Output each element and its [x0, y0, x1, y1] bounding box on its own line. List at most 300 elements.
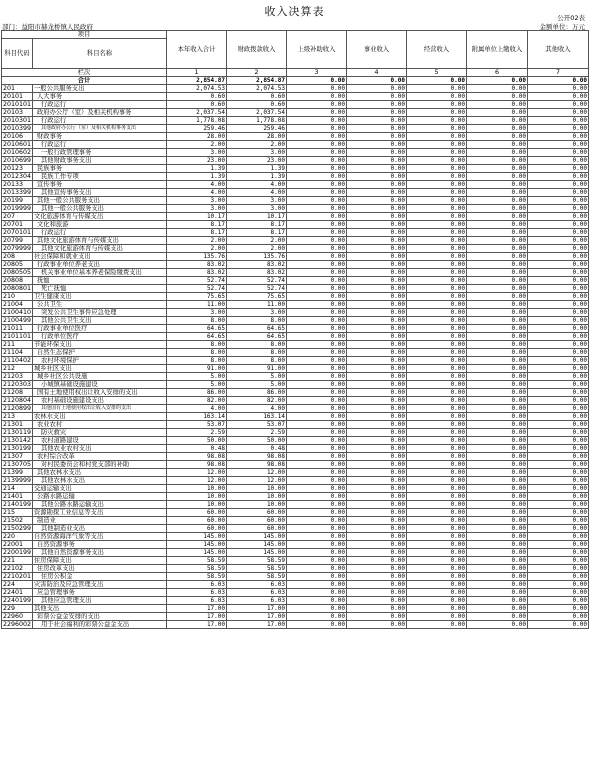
account-name: 行政运行: [33, 229, 167, 237]
business-income-value: 0.00: [347, 181, 407, 189]
account-code: 20808: [2, 277, 33, 285]
account-name: 住房改革支出: [33, 565, 167, 573]
fiscal-appropriation-value: 28.00: [227, 133, 287, 141]
other-income-value: 0.00: [528, 549, 589, 557]
other-income-value: 0.00: [528, 117, 589, 125]
col-header: 附属单位上缴收入: [467, 31, 528, 69]
total-income-value: 10.00: [167, 485, 227, 493]
table-row: [2, 293, 589, 301]
operating-income-value: 0.00: [407, 413, 467, 421]
superior-subsidy-value: 0.00: [287, 333, 347, 341]
account-name: 其他公共卫生支出: [33, 317, 167, 325]
account-name: 其他制造业支出: [33, 525, 167, 533]
operating-income-value: 0.00: [407, 381, 467, 389]
account-code: 2012304: [3, 173, 32, 180]
operating-income-value: 0.00: [407, 125, 467, 133]
business-income-value: 0.00: [347, 477, 407, 485]
fiscal-appropriation-value: 58.59: [227, 565, 287, 573]
total-income-value: 17.00: [167, 613, 227, 621]
operating-income-value: 0.00: [407, 301, 467, 309]
business-income-value: 0.00: [347, 605, 407, 613]
superior-subsidy-value: 0.00: [287, 133, 347, 141]
account-name: 死亡抚恤: [33, 285, 167, 293]
name-header: 科目名称: [33, 39, 167, 69]
fiscal-appropriation-value: 4.00: [227, 181, 287, 189]
superior-subsidy-value: 0.00: [287, 621, 347, 629]
affiliated-unit-income-value: 0.00: [467, 581, 528, 589]
other-income-value: 0.00: [528, 437, 589, 445]
account-code: 215: [2, 509, 33, 517]
fiscal-appropriation-value: 0.48: [227, 445, 287, 453]
other-income-value: 0.00: [528, 341, 589, 349]
operating-income-value: 0.00: [407, 461, 467, 469]
account-name: 农林水支出: [33, 413, 167, 421]
fiscal-appropriation-value: 60.00: [227, 525, 287, 533]
account-name: 其他农林水支出: [33, 477, 167, 485]
operating-income-value: 0.00: [407, 181, 467, 189]
other-income-value: 0.00: [528, 357, 589, 365]
superior-subsidy-value: 0.00: [287, 229, 347, 237]
fiscal-appropriation-value: 12.00: [227, 469, 287, 477]
fiscal-appropriation-value: 8.17: [227, 221, 287, 229]
operating-income-value: 0.00: [407, 509, 467, 517]
table-row: [2, 317, 589, 325]
affiliated-unit-income-value: 0.00: [467, 205, 528, 213]
account-name: 农村环境保护: [33, 357, 167, 365]
total-income-value: 10.00: [167, 501, 227, 509]
operating-income-value: 0.00: [407, 421, 467, 429]
total-income-value: 2.00: [167, 237, 227, 245]
other-income-value: 0.00: [528, 525, 589, 533]
other-income-value: 0.00: [528, 445, 589, 453]
superior-subsidy-value: 0.00: [287, 509, 347, 517]
account-code: 2120303: [3, 381, 32, 388]
operating-income-value: 0.00: [407, 469, 467, 477]
operating-income-value: 0.00: [407, 237, 467, 245]
table-row: [2, 253, 589, 261]
account-name: 民族工作专项: [33, 173, 167, 181]
superior-subsidy-value: 0.00: [287, 325, 347, 333]
affiliated-unit-income-value: 0.00: [467, 605, 528, 613]
account-name: 其他财政事务支出: [33, 157, 167, 165]
total-income-value: 28.00: [167, 133, 227, 141]
other-income-value: 0.00: [528, 541, 589, 549]
index-num: 5: [407, 69, 467, 77]
other-income-value: 0.00: [528, 181, 589, 189]
other-income-value: 0.00: [528, 493, 589, 501]
table-row: [2, 157, 589, 165]
fiscal-appropriation-value: 60.00: [227, 509, 287, 517]
total-income-value: 75.65: [167, 293, 227, 301]
superior-subsidy-value: 0.00: [287, 253, 347, 261]
fiscal-appropriation-value: 8.00: [227, 349, 287, 357]
superior-subsidy-value: 0.00: [287, 557, 347, 565]
total-label: 合计: [2, 77, 167, 85]
superior-subsidy-value: 0.00: [287, 565, 347, 573]
col-header: 经营收入: [407, 31, 467, 69]
fiscal-appropriation-value: 91.00: [227, 365, 287, 373]
superior-subsidy-value: 0.00: [287, 533, 347, 541]
total-income-value: 82.00: [167, 397, 227, 405]
superior-subsidy-value: 0.00: [287, 421, 347, 429]
business-income-value: 0.00: [347, 269, 407, 277]
account-code: 2120804: [3, 397, 32, 404]
affiliated-unit-income-value: 0.00: [467, 293, 528, 301]
account-name: 制造业: [33, 517, 167, 525]
superior-subsidy-value: 0.00: [287, 549, 347, 557]
operating-income-value: 0.00: [407, 101, 467, 109]
account-name: 其他农业农村支出: [33, 445, 167, 453]
affiliated-unit-income-value: 0.00: [467, 213, 528, 221]
table-row: [2, 621, 589, 629]
other-income-value: 0.00: [528, 533, 589, 541]
fiscal-appropriation-value: 2.00: [227, 237, 287, 245]
table-row: [2, 421, 589, 429]
affiliated-unit-income-value: 0.00: [467, 517, 528, 525]
table-row: [2, 309, 589, 317]
operating-income-value: 0.00: [407, 341, 467, 349]
table-row: [2, 445, 589, 453]
fiscal-appropriation-value: 82.00: [227, 397, 287, 405]
account-name: 用于社会福利的彩票公益金支出: [33, 621, 167, 629]
superior-subsidy-value: 0.00: [287, 437, 347, 445]
fiscal-appropriation-value: 83.02: [227, 269, 287, 277]
income-table: [1, 30, 589, 629]
fiscal-appropriation-value: 145.00: [227, 533, 287, 541]
total-income-value: 64.65: [167, 325, 227, 333]
fiscal-appropriation-value: 0.60: [227, 101, 287, 109]
operating-income-value: 0.00: [407, 197, 467, 205]
other-income-value: 0.00: [528, 581, 589, 589]
account-name: 机关事业单位基本养老保险缴费支出: [33, 269, 167, 277]
account-code: 2296002: [3, 621, 32, 628]
business-income-value: 0.00: [347, 101, 407, 109]
superior-subsidy-value: 0.00: [287, 469, 347, 477]
account-code: 2100499: [3, 317, 32, 324]
account-code: 20701: [2, 221, 33, 229]
superior-subsidy-value: 0.00: [287, 117, 347, 125]
business-income-value: 0.00: [347, 205, 407, 213]
table-row: [2, 325, 589, 333]
fiscal-appropriation-value: 10.17: [227, 213, 287, 221]
operating-income-value: 0.00: [407, 389, 467, 397]
account-code: 2130705: [3, 461, 32, 468]
table-row: [2, 501, 589, 509]
table-row: [2, 365, 589, 373]
operating-income-value: 0.00: [407, 605, 467, 613]
account-name: 其他一般公共服务支出: [33, 205, 167, 213]
account-name: 其他自然资源事务支出: [33, 549, 167, 557]
table-row: [2, 389, 589, 397]
superior-subsidy-value: 0.00: [287, 365, 347, 373]
superior-subsidy-value: 0.00: [287, 205, 347, 213]
business-income-value: 0.00: [347, 221, 407, 229]
affiliated-unit-income-value: 0.00: [467, 469, 528, 477]
table-row: [2, 469, 589, 477]
total-income-value: 17.00: [167, 621, 227, 629]
affiliated-unit-income-value: 0.00: [467, 253, 528, 261]
account-name: 文化和旅游: [33, 221, 167, 229]
other-income-value: 0.00: [528, 397, 589, 405]
operating-income-value: 0.00: [407, 165, 467, 173]
table-row: [2, 117, 589, 125]
account-code: 2139999: [3, 477, 32, 484]
account-code: 21401: [2, 493, 33, 501]
account-name: 其他支出: [33, 605, 167, 613]
table-row: [2, 589, 589, 597]
affiliated-unit-income-value: 0.00: [467, 85, 528, 93]
superior-subsidy-value: 0.00: [287, 261, 347, 269]
total-income-value: 8.17: [167, 221, 227, 229]
fiscal-appropriation-value: 0.60: [227, 93, 287, 101]
business-income-value: 0.00: [347, 253, 407, 261]
fiscal-appropriation-value: 5.00: [227, 373, 287, 381]
superior-subsidy-value: 0.00: [287, 413, 347, 421]
operating-income-value: 0.00: [407, 621, 467, 629]
account-code: 20799: [2, 237, 33, 245]
total-income-value: 0.60: [167, 101, 227, 109]
index-num: 3: [287, 69, 347, 77]
table-row: [2, 605, 589, 613]
account-name: 其他一般公共服务支出: [33, 197, 167, 205]
table-row: [2, 525, 589, 533]
account-name: 对村民委员会和村党支部的补助: [33, 461, 167, 469]
superior-subsidy-value: 0.00: [287, 445, 347, 453]
fiscal-appropriation-value: 12.00: [227, 477, 287, 485]
account-code: 214: [2, 485, 33, 493]
fiscal-appropriation-value: 17.00: [227, 605, 287, 613]
affiliated-unit-income-value: 0.00: [467, 565, 528, 573]
total-income-value: 3.00: [167, 149, 227, 157]
business-income-value: 0.00: [347, 293, 407, 301]
total-income-value: 60.00: [167, 517, 227, 525]
account-code: 21502: [2, 517, 33, 525]
fiscal-appropriation-value: 3.00: [227, 149, 287, 157]
affiliated-unit-income-value: 0.00: [467, 429, 528, 437]
affiliated-unit-income-value: 0.00: [467, 485, 528, 493]
total-income-value: 8.00: [167, 341, 227, 349]
affiliated-unit-income-value: 0.00: [467, 269, 528, 277]
superior-subsidy-value: 0.00: [287, 477, 347, 485]
operating-income-value: 0.00: [407, 573, 467, 581]
account-code: 20103: [2, 109, 33, 117]
table-row: [2, 133, 589, 141]
total-income-value: 64.65: [167, 333, 227, 341]
total-income-value: 10.17: [167, 213, 227, 221]
fiscal-appropriation-value: 163.14: [227, 413, 287, 421]
operating-income-value: 0.00: [407, 117, 467, 125]
account-code: 2010602: [3, 149, 32, 156]
table-row: [2, 221, 589, 229]
total-income-value: 2.00: [167, 245, 227, 253]
superior-subsidy-value: 0.00: [287, 525, 347, 533]
fiscal-appropriation-value: 60.00: [227, 517, 287, 525]
account-name: 农村基础设施建设支出: [33, 397, 167, 405]
operating-income-value: 0.00: [407, 397, 467, 405]
fiscal-appropriation-value: 52.74: [227, 277, 287, 285]
index-label: 栏次: [2, 69, 167, 77]
other-income-value: 0.00: [528, 317, 589, 325]
total-income-value: 12.00: [167, 477, 227, 485]
operating-income-value: 0.00: [407, 317, 467, 325]
account-code: 20199: [2, 197, 33, 205]
business-income-value: 0.00: [347, 557, 407, 565]
business-income-value: 0.00: [347, 173, 407, 181]
other-income-value: 0.00: [528, 149, 589, 157]
operating-income-value: 0.00: [407, 245, 467, 253]
table-row: [2, 429, 589, 437]
superior-subsidy-value: 0.00: [287, 309, 347, 317]
superior-subsidy-value: 0.00: [287, 501, 347, 509]
business-income-value: 0.00: [347, 573, 407, 581]
account-name: 自然资源海洋气象等支出: [33, 533, 167, 541]
operating-income-value: 0.00: [407, 325, 467, 333]
business-income-value: 0.00: [347, 533, 407, 541]
superior-subsidy-value: 0.00: [287, 381, 347, 389]
affiliated-unit-income-value: 0.00: [467, 133, 528, 141]
account-name: 其他政府办公厅（室）及相关机构事务支出: [33, 125, 167, 133]
account-name: 国有土地使用权出让收入安排的支出: [33, 389, 167, 397]
account-code: 2010301: [3, 117, 32, 124]
superior-subsidy-value: 0.00: [287, 485, 347, 493]
other-income-value: 0.00: [528, 381, 589, 389]
total-value: 2,854.87: [167, 77, 227, 85]
other-income-value: 0.00: [528, 421, 589, 429]
total-income-value: 8.00: [167, 317, 227, 325]
account-name: 其他应急管理支出: [33, 597, 167, 605]
account-code: 21208: [2, 389, 33, 397]
total-income-value: 58.59: [167, 573, 227, 581]
account-code: 2010601: [3, 141, 32, 148]
fiscal-appropriation-value: 1.39: [227, 173, 287, 181]
operating-income-value: 0.00: [407, 541, 467, 549]
affiliated-unit-income-value: 0.00: [467, 261, 528, 269]
fiscal-appropriation-value: 2.59: [227, 429, 287, 437]
business-income-value: 0.00: [347, 437, 407, 445]
total-income-value: 145.00: [167, 541, 227, 549]
account-code: 208: [2, 253, 33, 261]
account-name: 行政事业单位养老支出: [33, 261, 167, 269]
account-code: 210: [2, 293, 33, 301]
affiliated-unit-income-value: 0.00: [467, 173, 528, 181]
superior-subsidy-value: 0.00: [287, 581, 347, 589]
affiliated-unit-income-value: 0.00: [467, 525, 528, 533]
table-row: [2, 181, 589, 189]
table-row: [2, 189, 589, 197]
table-row: [2, 541, 589, 549]
total-income-value: 4.00: [167, 189, 227, 197]
fiscal-appropriation-value: 64.65: [227, 325, 287, 333]
account-name: 文化旅游体育与传媒支出: [33, 213, 167, 221]
table-row: [2, 381, 589, 389]
business-income-value: 0.00: [347, 301, 407, 309]
other-income-value: 0.00: [528, 205, 589, 213]
total-income-value: 6.03: [167, 597, 227, 605]
business-income-value: 0.00: [347, 85, 407, 93]
index-num: 2: [227, 69, 287, 77]
other-income-value: 0.00: [528, 405, 589, 413]
account-code: 2130119: [3, 429, 32, 436]
table-row: [2, 85, 589, 93]
affiliated-unit-income-value: 0.00: [467, 117, 528, 125]
table-row: [2, 333, 589, 341]
superior-subsidy-value: 0.00: [287, 605, 347, 613]
affiliated-unit-income-value: 0.00: [467, 589, 528, 597]
other-income-value: 0.00: [528, 253, 589, 261]
operating-income-value: 0.00: [407, 405, 467, 413]
other-income-value: 0.00: [528, 165, 589, 173]
table-row: [2, 461, 589, 469]
total-income-value: 86.00: [167, 389, 227, 397]
account-code: 2100410: [3, 309, 32, 316]
affiliated-unit-income-value: 0.00: [467, 325, 528, 333]
account-name: 交通运输支出: [33, 485, 167, 493]
fiscal-appropriation-value: 11.00: [227, 301, 287, 309]
account-code: 2130142: [3, 437, 32, 444]
operating-income-value: 0.00: [407, 213, 467, 221]
other-income-value: 0.00: [528, 453, 589, 461]
operating-income-value: 0.00: [407, 157, 467, 165]
affiliated-unit-income-value: 0.00: [467, 285, 528, 293]
index-num: 7: [528, 69, 589, 77]
business-income-value: 0.00: [347, 541, 407, 549]
superior-subsidy-value: 0.00: [287, 101, 347, 109]
business-income-value: 0.00: [347, 549, 407, 557]
table-row: [2, 229, 589, 237]
business-income-value: 0.00: [347, 525, 407, 533]
affiliated-unit-income-value: 0.00: [467, 461, 528, 469]
affiliated-unit-income-value: 0.00: [467, 277, 528, 285]
fiscal-appropriation-value: 259.46: [227, 125, 287, 133]
superior-subsidy-value: 0.00: [287, 429, 347, 437]
business-income-value: 0.00: [347, 565, 407, 573]
other-income-value: 0.00: [528, 349, 589, 357]
account-name: 行政运行: [33, 141, 167, 149]
account-name: 灾害防治及应急管理支出: [33, 581, 167, 589]
total-income-value: 3.00: [167, 197, 227, 205]
business-income-value: 0.00: [347, 93, 407, 101]
account-code: 21399: [2, 469, 33, 477]
business-income-value: 0.00: [347, 597, 407, 605]
table-row: [2, 197, 589, 205]
affiliated-unit-income-value: 0.00: [467, 557, 528, 565]
table-row: [2, 533, 589, 541]
account-code: 2120899: [3, 405, 32, 412]
affiliated-unit-income-value: 0.00: [467, 405, 528, 413]
fiscal-appropriation-value: 135.76: [227, 253, 287, 261]
index-row: [2, 69, 589, 77]
fiscal-appropriation-value: 98.08: [227, 453, 287, 461]
business-income-value: 0.00: [347, 317, 407, 325]
fiscal-appropriation-value: 8.00: [227, 341, 287, 349]
col-header: 本年收入合计: [167, 31, 227, 69]
operating-income-value: 0.00: [407, 365, 467, 373]
business-income-value: 0.00: [347, 365, 407, 373]
business-income-value: 0.00: [347, 325, 407, 333]
total-row: [2, 77, 589, 85]
table-row: [2, 397, 589, 405]
fiscal-appropriation-value: 3.00: [227, 205, 287, 213]
superior-subsidy-value: 0.00: [287, 85, 347, 93]
fiscal-appropriation-value: 6.03: [227, 581, 287, 589]
business-income-value: 0.00: [347, 117, 407, 125]
table-row: [2, 285, 589, 293]
other-income-value: 0.00: [528, 133, 589, 141]
project-header: 项目: [2, 31, 167, 39]
operating-income-value: 0.00: [407, 517, 467, 525]
account-code: 207: [2, 213, 33, 221]
table-row: [2, 261, 589, 269]
